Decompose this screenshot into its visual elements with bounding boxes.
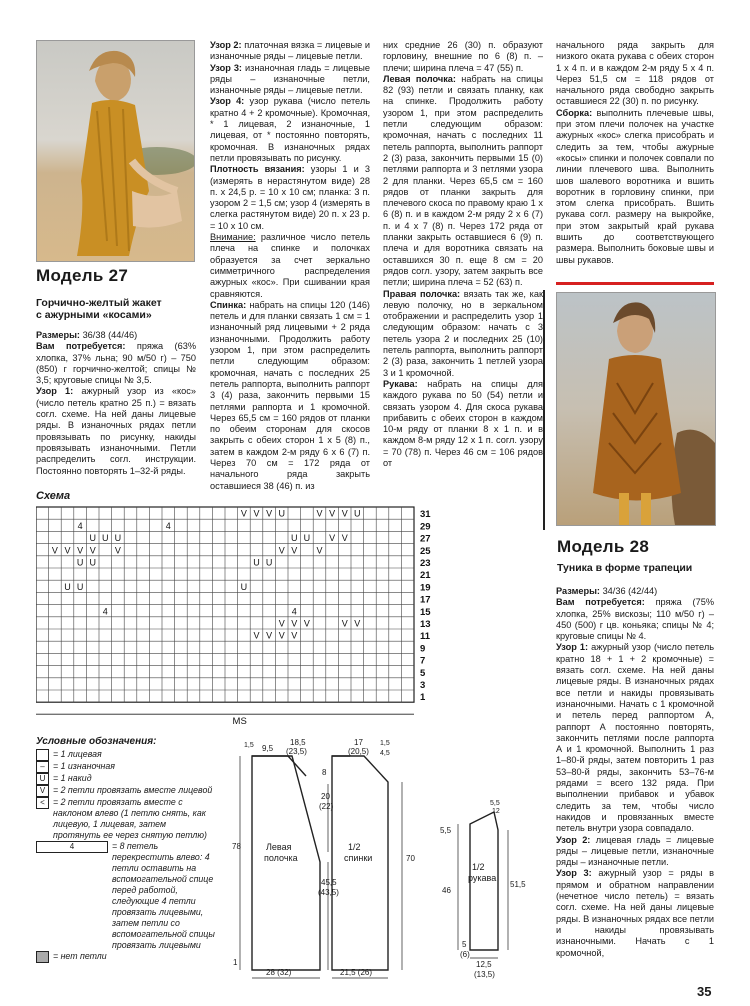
chart-symbol: V	[253, 508, 260, 519]
m28-p3-text: ажурный узор = ряды в прямом и обратном направлении (нечетное число петель) = вязать согл. схеме. На ней даны лицевые ряды. В изнаночных рядах все петли и накиды провязывать изнаночными. Начать с 1 кромочной,	[556, 868, 714, 958]
chart-symbol: V	[291, 618, 298, 629]
dim-4-5: 4,5	[380, 750, 390, 757]
dim-6: (6)	[460, 950, 470, 959]
dim-18-5: 18,5	[290, 738, 306, 747]
schematic-sleeve	[440, 800, 530, 980]
model28-title: Модель 28	[557, 537, 650, 556]
knitting-chart-svg	[36, 505, 446, 725]
legend-text: = 1 лицевая	[53, 749, 102, 759]
chart-row-number: 17	[420, 594, 431, 606]
chart-row-number: 13	[420, 619, 431, 630]
legend-text: = 2 петли провязать вместе с наклоном влево (1 петлю снять, как лицевую, 1 лицевая, затем протянуть ее через снятую петлю)	[53, 797, 207, 840]
scheme-title: Схема	[36, 490, 71, 502]
model27-column-4	[556, 40, 714, 266]
dim-28-32: 28 (32)	[266, 968, 292, 977]
legend-item	[36, 797, 216, 841]
chart-row-number: 1	[420, 692, 426, 704]
chart-symbol: V	[291, 545, 298, 556]
col2-text: узоры 1 и 3 (измерять в нерастянутом виде) 28 п. х 24,5 р. = 10 х 10 см; планка: 3 п. узором 2 = 1,5 см; узор 4 (измерять в слегка растянутом виде) 20 п. х 23 р. = 10 х 10 см.	[210, 164, 370, 231]
sizes-value: 36/38 (44/46)	[82, 330, 138, 340]
sleeve-label-2: рукава	[468, 873, 497, 883]
col3-label: Левая полочка:	[383, 73, 456, 84]
model28-subtitle: Туника в форме трапеции	[557, 562, 693, 574]
chart-symbol: V	[341, 508, 348, 519]
needs-label: Вам потребуется:	[36, 341, 126, 352]
model27-subtitle	[36, 297, 196, 321]
chart-row-number: 23	[420, 558, 431, 569]
dim-46: 46	[442, 886, 451, 895]
chart-symbol: V	[114, 545, 121, 556]
chart-symbol: U	[354, 508, 361, 519]
legend-title: Условные обозначения:	[36, 736, 157, 747]
legend-text: = 1 накид	[53, 773, 92, 783]
col4-label: Сборка:	[556, 107, 593, 118]
dim-9-5: 9,5	[262, 744, 274, 753]
left-front-outline	[252, 756, 320, 970]
dim-45-5: 45,5	[321, 878, 337, 887]
chart-row-number: 11	[420, 631, 431, 643]
chart-symbol: 4	[102, 606, 108, 617]
chart-symbol: V	[278, 618, 285, 629]
m28-p2-text: лицевая гладь = лицевые ряды – лицевые петли, изнаночные ряды – изнаночные петли.	[556, 834, 714, 868]
col3-text: набрать на спицы для каждого рукава по 50 (54) петли и связать узором 4. Для скоса рукава прибавить с обеих сторон в каждом 10-м ряду от планки 8 х 1 п. и в каждом 8-м ряду 12 х 1 п. согл. узору = 70 (78) п. Через 46 см = 106 рядов от	[383, 378, 543, 468]
knitting-chart	[36, 505, 446, 730]
col2-text: узор рукава (число петель кратно 4 + 2 кромочные). Кромочная, * 1 лицевая, 2 изнаночные, 1 лицевая, от * постоянно повторять, кромочная. В изнаночных рядах петли провязывать по рисунку.	[210, 96, 370, 163]
m28-p1-text: ажурный узор (число петель кратно 18 + 1 + 2 кромочные) = вязать согл. схеме. На ней даны лицевые ряды. В изнаночных рядах все петли и накиды провязывать изнаночными. Начать с 1 кромочной и петель перед раппортом А, раппорт А постоянно повторять, закончить петлями после раппорта А и 1 кромочной. Выполнить 1 раз 1–80-й ряды, затем повторить 1 раз 53–80-й ряды, закончить 53–76-м рядами = всего 132 ряда. При выполнении прибавок и убавок следить за тем, чтобы число накидов и провязанных вместе петель внутри узора совпадало.	[556, 642, 714, 834]
col3-text: набрать на спицы 82 (93) петли и связать планку, как на спинке. Продолжить работу узором 1, при этом распределить петли следующим образом: кромочная, начать с последних 11 петель раппорта, выполнить раппорт 2 (3) раза, закончить первыми 15 (0) петлями раппорта и 3 петлями узора 2 для планки. Через 65,5 см = 160 рядов от планки закрыть для плечевого скоса по правому краю 1 х 6 (8) п. и в каждом 2-м ряду 2 х 6 (7) п. и 4 х 7 (8) п. Через 172 ряда от планки закрыть оставшиеся 6 (9) п. плеча и для воротника связать на оставшихся 30 п. еще 8 см = 20 рядов согл. узору, затем закрыть все петли; ширина плеча = 52 (63) п.	[383, 73, 543, 288]
m28-p1-label: Узор 1:	[556, 642, 589, 653]
dim-43-5: (43,5)	[318, 888, 339, 897]
model27-photo	[36, 40, 195, 262]
m28-sizes-value: 34/36 (42/44)	[602, 586, 658, 596]
chart-row-number: 9	[420, 643, 426, 655]
knit-symbol-icon	[36, 749, 49, 761]
chart-symbol: V	[303, 618, 310, 629]
model27-column-2	[210, 40, 370, 492]
chart-symbol: V	[266, 508, 273, 519]
left-front-label-2: полочка	[264, 853, 298, 863]
col2-text: платочная вязка = лицевые и изнаночные ряды – лицевые петли.	[210, 40, 370, 62]
cable-symbol-icon: 4	[36, 841, 108, 853]
dim-5-5b: 5,5	[490, 800, 500, 807]
no-stitch-symbol-icon	[36, 951, 49, 963]
chart-symbol: 4	[291, 606, 297, 617]
model27-column-3	[383, 40, 543, 469]
legend-text: = 2 петли провязать вместе лицевой	[53, 785, 213, 795]
dim-8: 8	[322, 768, 327, 777]
chart-row-number: 31	[420, 509, 431, 521]
chart-row-number: 29	[420, 521, 431, 533]
chart-symbol: V	[291, 630, 298, 641]
chart-symbol: V	[253, 630, 260, 641]
chart-symbol: U	[303, 533, 311, 544]
col2-text: различное число петель плеча на спинке и полочках образуется за счет зеркально симметричного распределения ажурных «кос». При сшивании края сравняются.	[210, 232, 370, 299]
chart-symbol: V	[278, 630, 285, 641]
left-front-label-1: Левая	[266, 842, 292, 852]
chart-row-number: 15	[420, 606, 431, 618]
pattern1-label: Узор 1:	[36, 386, 74, 397]
chart-ms-label: MS	[232, 716, 247, 725]
needs-text: пряжа (63% хлопка, 37% льна; 90 м/50 г) – 750 (850) г горчично-желтой; спицы № 3,5; круговые спицы № 3,5.	[36, 341, 196, 386]
chart-symbol: U	[253, 557, 260, 568]
chart-symbol: U	[89, 533, 96, 544]
chart-symbol: U	[102, 533, 109, 544]
chart-row-number: 25	[420, 545, 431, 557]
dim-5: 5	[462, 940, 467, 949]
model28-photo	[556, 292, 716, 526]
m28-needs-text: пряжа (75% хлопка, 25% вискозы; 110 м/50 г) – 450 (500) г цв. коньяка; спицы № 4; круговые спицы № 4.	[556, 597, 714, 642]
chart-symbol: U	[114, 533, 122, 544]
dim-20: 20	[321, 792, 330, 801]
dim-20-5: (20,5)	[348, 747, 369, 756]
legend-text: = 8 петель перекрестить влево: 4 петли оставить на вспомогательной спице перед работой, следующие 4 петли провязать лицевыми, затем петли со вспомогательной спицы провязать лицевыми	[112, 841, 215, 950]
chart-row-number: 21	[420, 570, 431, 582]
chart-symbol: U	[76, 581, 84, 592]
chart-symbol: U	[89, 557, 96, 568]
col4-text: выполнить плечевые швы, при этом плечи полочек на участке ажурных «кос» слегка присобрать и следить за тем, чтобы ажурные «косы» спинки и полочек совпали по линии плечевого шва. Выполнить шов шалевого воротника и вшить воротник в горловину спинки, при этом слегка присобрать. Вшить рукава согл. размеру на выкройке, при этом закрытый край рукава вшить до соответствующего размера. Выполнить боковые швы и швы рукавов.	[556, 107, 714, 265]
dim-78: 78	[232, 842, 241, 851]
column-divider	[543, 290, 545, 530]
legend-item	[36, 749, 216, 761]
col2-text: набрать на спицы 120 (146) петель и для планки связать 1 см = 1 изнаночный ряд лицевыми + 2 ряда изнаночными. Продолжить работу узором 1, при этом распределить петли следующим образом: кромочная, начать с последних 25 петель раппорта, выполнить раппорт 3 (4) раза, закончить первыми 15 петлями раппорта и 1 кромочной. Через 65,5 см = 160 рядов от планки по обеим сторонам для скосов закрыть с обеих сторон 1 х 5 (8) п., затем в каждом 2-м ряду 6 х 6 (7) п. Через 70 см = 172 ряда от начального ряда закрыть оставшиеся 38 (46) п. из	[210, 299, 370, 491]
dim-21-5-26: 21,5 (26)	[340, 968, 373, 977]
sizes-label: Размеры:	[36, 330, 80, 340]
col3-label: Правая полочка:	[383, 288, 461, 299]
col2-label: Внимание:	[210, 232, 256, 243]
schematic-sleeve-svg	[440, 800, 530, 980]
col2-label: Спинка:	[210, 299, 247, 310]
page-number: 35	[697, 984, 712, 999]
dim-1-5b: 1,5	[380, 740, 390, 747]
chart-symbol: V	[341, 533, 348, 544]
dim-13-5: (13,5)	[474, 970, 495, 979]
chart-symbol: U	[291, 533, 298, 544]
legend-text: = нет петли	[53, 951, 107, 961]
chart-symbol: V	[266, 630, 273, 641]
col3-text: вязать так же, как левую полочку, но в зеркальном отображении и распределить узор 1 следующим образом: начать с 3 петель узора 2 и последних 25 (10) петель раппорта, выполнить раппорт 2 (3) раза, закончить 1 петлей узора 3 и 1 кромочной.	[383, 288, 543, 378]
dim-22: (22)	[319, 802, 334, 811]
legend-text: = 1 изнаночная	[53, 761, 115, 771]
col4-text: начального ряда закрыть для низкого оката рукава с обеих сторон 1 х 4 п. и в каждом 2-м ряду 5 х 4 п. Через 51,5 см = 118 рядов от начального ряда свободно закрыть оставшиеся 22 (30) п. по рисунку.	[556, 40, 714, 107]
legend-item	[36, 773, 216, 785]
dim-23-5: (23,5)	[286, 747, 307, 756]
chart-symbol: V	[316, 545, 323, 556]
chart-row-number: 3	[420, 680, 426, 691]
model27-intro-column	[36, 330, 196, 477]
chart-symbol: V	[354, 618, 361, 629]
legend-item	[36, 951, 216, 963]
chart-symbol: V	[77, 545, 84, 556]
col2-text: изнаночная гладь = лицевые ряды – изнаночные петли, изнаночные ряды – лицевые петли.	[210, 62, 370, 96]
chart-symbol: V	[51, 545, 58, 556]
legend-item	[36, 785, 216, 797]
dim-12: 12	[492, 808, 500, 815]
dim-12-5: 12,5	[476, 960, 492, 969]
back-label-1: 1/2	[348, 842, 361, 852]
dim-51-5: 51,5	[510, 880, 526, 889]
model27-subtitle-line1: Горчично-желтый жакет	[36, 297, 162, 309]
legend	[36, 736, 216, 963]
chart-symbol: V	[341, 618, 348, 629]
chart-symbol: U	[76, 557, 84, 568]
chart-row-number: 7	[420, 655, 426, 667]
chart-symbol: 4	[165, 520, 171, 531]
col2-label: Узор 2:	[210, 40, 242, 50]
m28-p3-label: Узор 3:	[556, 868, 592, 879]
chart-symbol: V	[278, 545, 285, 556]
dim-1: 1	[233, 958, 238, 967]
chart-symbol: V	[329, 508, 336, 519]
m28-p2-label: Узор 2:	[556, 834, 591, 845]
legend-item	[36, 761, 216, 773]
schematic-front-back-svg	[232, 742, 427, 982]
ssk-symbol-icon: <	[36, 797, 49, 809]
yarn-over-symbol-icon: U	[36, 773, 49, 785]
model28-text-column	[556, 586, 714, 959]
chart-symbol: U	[278, 508, 285, 519]
dim-5-5a: 5,5	[440, 826, 452, 835]
chart-symbol: V	[316, 508, 323, 519]
col3-text: них средние 26 (30) п. образуют горловину, внешние по 6 (8) п. – плечи; ширина плеча = 47 (55) п.	[383, 40, 543, 73]
legend-item	[36, 841, 216, 951]
dim-17: 17	[354, 738, 363, 747]
chart-symbol: U	[240, 581, 248, 592]
chart-symbol: 4	[77, 520, 83, 531]
col2-label: Узор 3:	[210, 62, 242, 73]
chart-row-number: 27	[420, 533, 431, 545]
chart-symbol: U	[265, 557, 273, 568]
model27-subtitle-line2: с ажурными «косами»	[36, 309, 152, 321]
purl-symbol-icon: –	[36, 761, 49, 773]
col2-label: Плотность вязания:	[210, 164, 305, 175]
chart-symbol: V	[64, 545, 71, 556]
chart-symbol: V	[89, 545, 96, 556]
sleeve-label-1: 1/2	[472, 862, 485, 872]
col3-label: Рукава:	[383, 378, 418, 389]
chart-symbol: V	[240, 508, 247, 519]
model27-title: Модель 27	[36, 266, 129, 285]
chart-row-number: 5	[420, 667, 426, 679]
back-outline	[332, 756, 388, 970]
schematic-front-back	[232, 738, 427, 982]
m28-needs-label: Вам потребуется:	[556, 597, 645, 608]
m28-sizes-label: Размеры:	[556, 586, 600, 596]
chart-row-number: 19	[420, 582, 431, 594]
col2-label: Узор 4:	[210, 96, 245, 107]
dim-70: 70	[406, 854, 415, 863]
chart-symbol: V	[329, 533, 336, 544]
back-label-2: спинки	[344, 853, 373, 863]
pattern1-text: ажурный узор из «кос» (число петель кратно 25 п.) = вязать согл. схеме. На ней даны лицевые ряды. В изнаночных рядах петли провязывать по рисунку, накиды провязывать изнаночными. Петли распределить согл. инструкции. Постоянно повторять 1–32-й ряды.	[36, 386, 196, 476]
chart-symbol: U	[64, 581, 71, 592]
k2tog-symbol-icon: V	[36, 785, 49, 797]
dim-1-5: 1,5	[244, 742, 254, 749]
model28-accent-bar	[556, 282, 714, 285]
